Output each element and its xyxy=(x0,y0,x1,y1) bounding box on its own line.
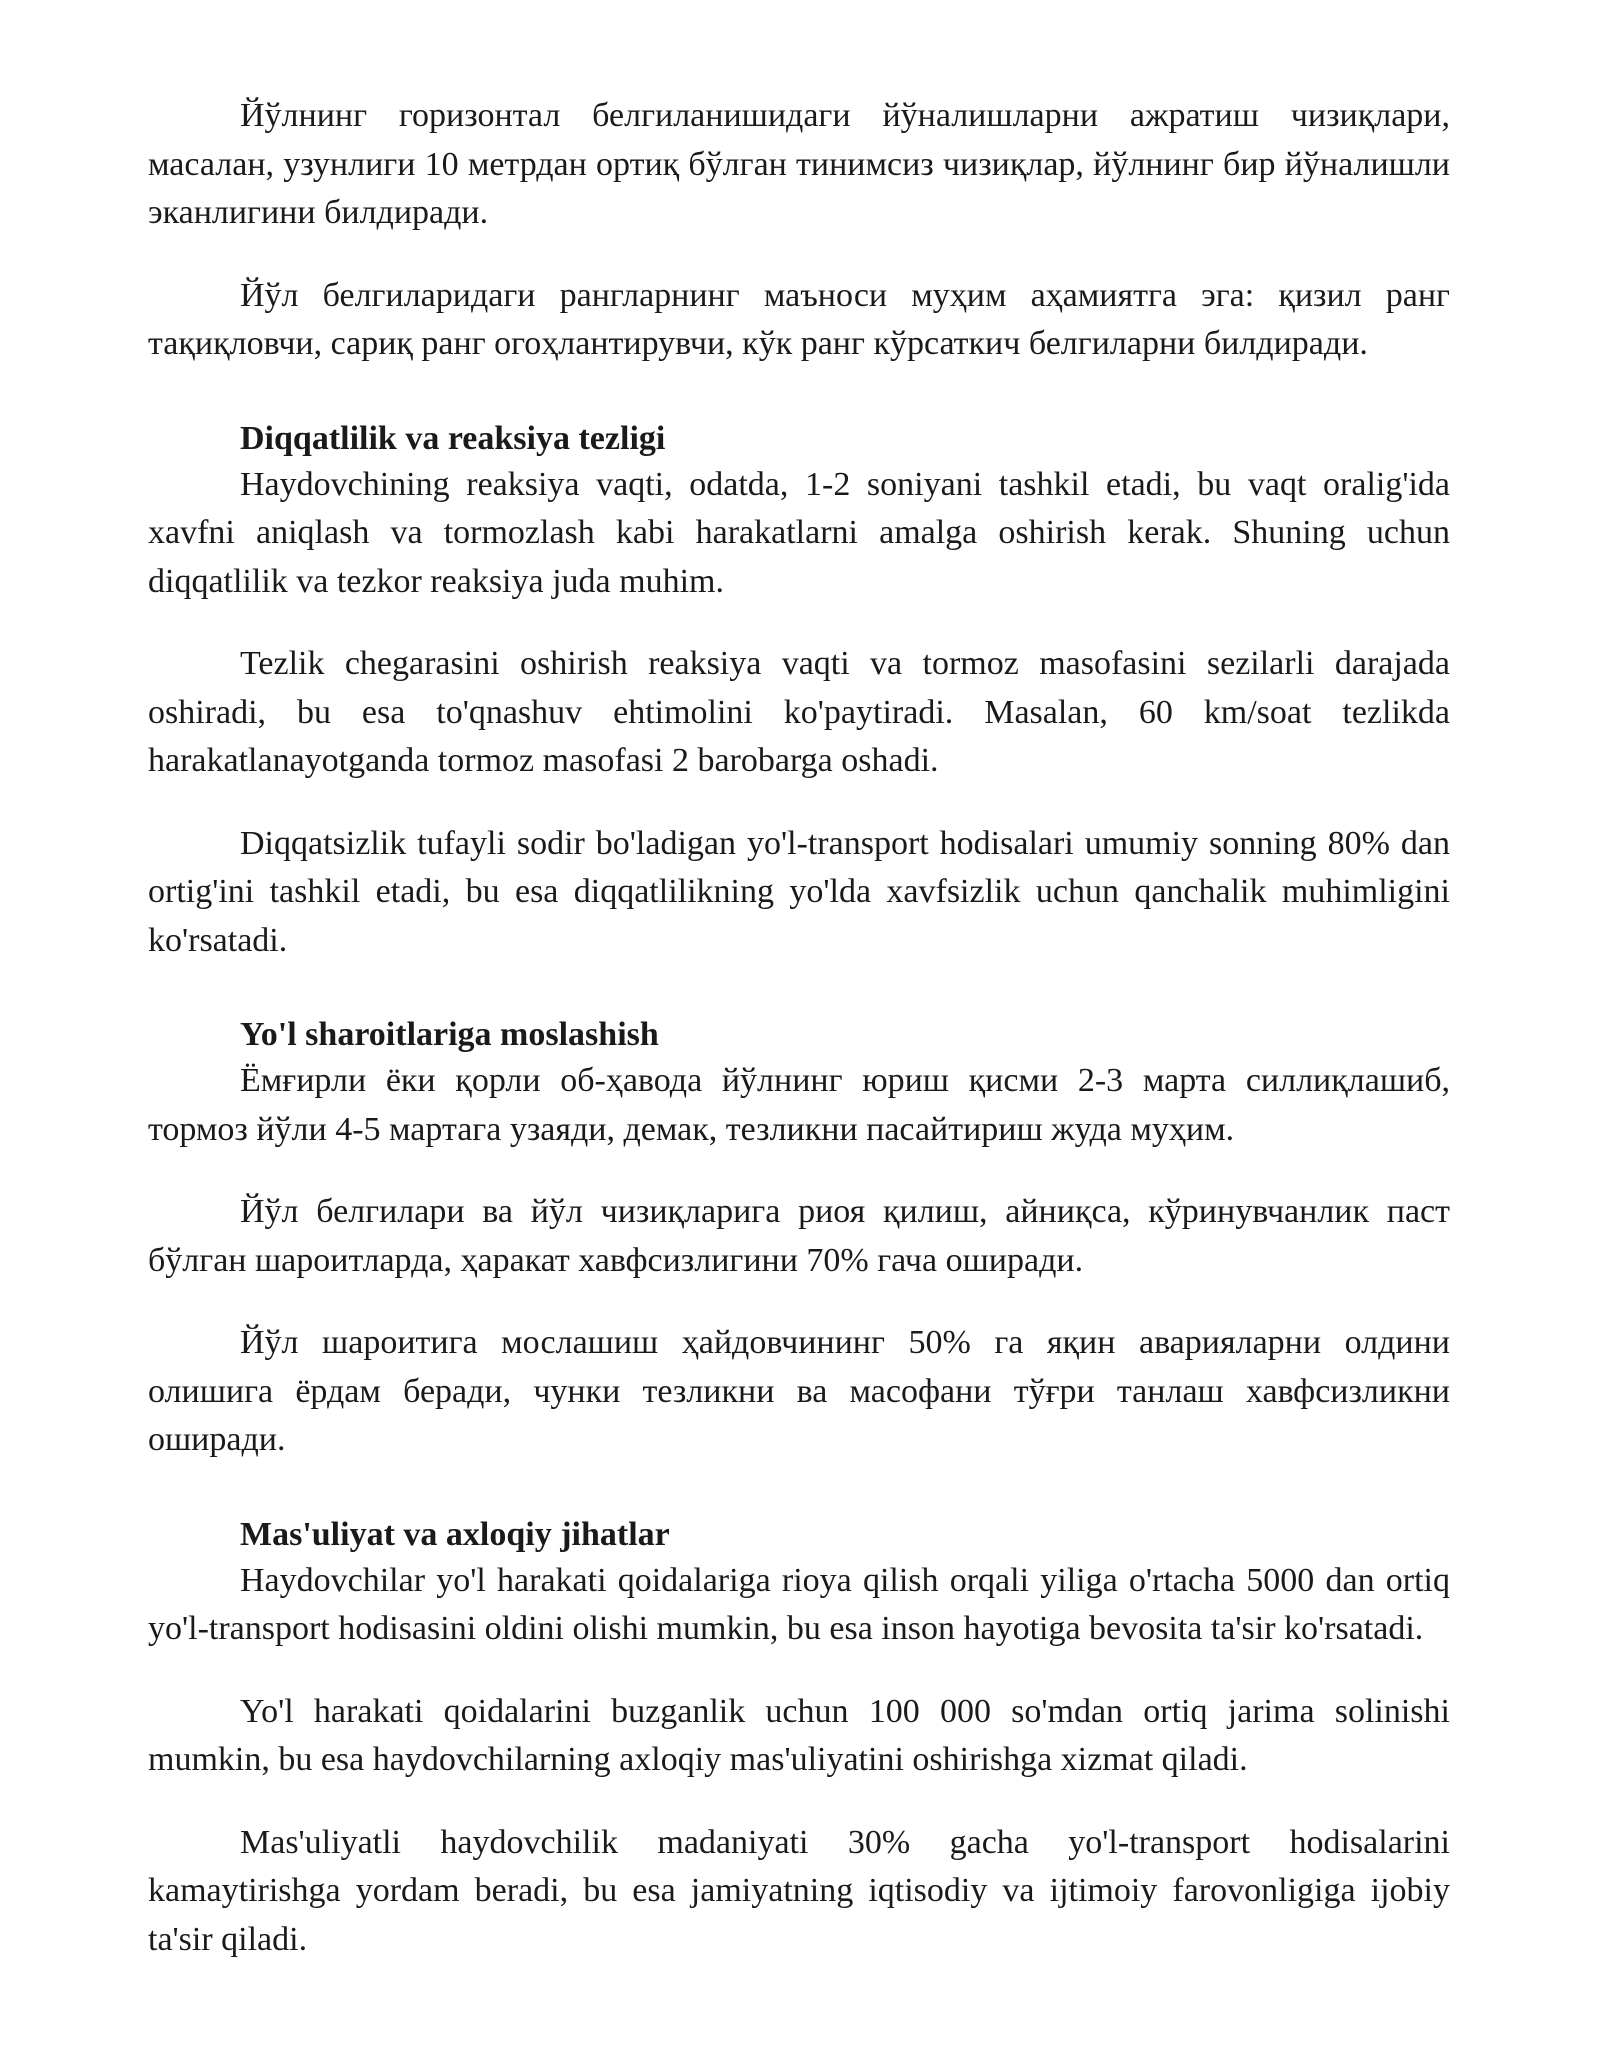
paragraph: Йўл белгиларидаги рангларнинг маъноси муҳим аҳамиятга эга: қизил ранг тақиқловчи, сариқ ранг огоҳлантирувчи, кўк ранг кўрсаткич белгиларни билдиради. xyxy=(148,276,1450,362)
paragraph: Haydovchilar yo'l harakati qoidalariga rioya qilish orqali yiliga o'rtacha 5000 dan ortiq yo'l-transport hodisasini oldini olishi mumkin, bu esa inson hayotiga bevosita ta'sir ko'rsatadi. xyxy=(148,1561,1450,1647)
paragraph: Diqqatsizlik tufayli sodir bo'ladigan yo'l-transport hodisalari umumiy sonning 80% dan ortig'ini tashkil etadi, bu esa diqqatlilikning yo'lda xavfsizlik uchun qanchalik muhimligini ko'rsatadi. xyxy=(148,824,1450,959)
section-heading: Mas'uliyat va axloqiy jihatlar xyxy=(240,1515,670,1553)
document-page xyxy=(148,92,1450,1998)
paragraph: Haydovchining reaksiya vaqti, odatda, 1-2 soniyani tashkil etadi, bu vaqt oralig'ida xavfni aniqlash va tormozlash kabi harakatlarni amalga oshirish kerak. Shuning uchun diqqatlilik va tezkor reaksiya juda muhim. xyxy=(148,465,1450,600)
paragraph: Yo'l harakati qoidalarini buzganlik uchun 100 000 so'mdan ortiq jarima solinishi mumkin, bu esa haydovchilarning axloqiy mas'uliyatini oshirishga xizmat qiladi. xyxy=(148,1692,1450,1778)
paragraph: Mas'uliyatli haydovchilik madaniyati 30% gacha yo'l-transport hodisalarini kamaytirishga yordam beradi, bu esa jamiyatning iqtisodiy va ijtimoiy farovonligiga ijobiy ta'sir qiladi. xyxy=(148,1823,1450,1958)
section-heading: Diqqatlilik va reaksiya tezligi xyxy=(240,419,666,457)
paragraph: Йўл белгилари ва йўл чизиқларига риоя қилиш, айниқса, кўринувчанлик паст бўлган шароитларда, ҳаракат хавфсизлигини 70% гача оширади. xyxy=(148,1193,1450,1279)
paragraph: Ёмғирли ёки қорли об-ҳавода йўлнинг юриш қисми 2-3 марта силлиқлашиб, тормоз йўли 4-5 мартага узаяди, демак, тезликни пасайтириш жуда муҳим. xyxy=(148,1062,1450,1148)
section-heading: Yo'l sharoitlariga moslashish xyxy=(240,1016,659,1053)
paragraph: Йўл шароитига мослашиш ҳайдовчининг 50% га яқин аварияларни олдини олишига ёрдам беради, чунки тезликни ва масофани тўғри танлаш хавфсизликни оширади. xyxy=(148,1324,1450,1458)
paragraph: Tezlik chegarasini oshirish reaksiya vaqti va tormoz masofasini sezilarli darajada oshiradi, bu esa to'qnashuv ehtimolini ko'paytiradi. Masalan, 60 km/soat tezlikda harakatlanayotganda tormoz masofasi 2 barobarga oshadi. xyxy=(148,645,1450,779)
paragraph: Йўлнинг горизонтал белгиланишидаги йўналишларни ажратиш чизиқлари, масалан, узунлиги 10 метрдан ортиқ бўлган тинимсиз чизиқлар, йўлнинг бир йўналишли эканлигини билдиради. xyxy=(148,97,1450,231)
